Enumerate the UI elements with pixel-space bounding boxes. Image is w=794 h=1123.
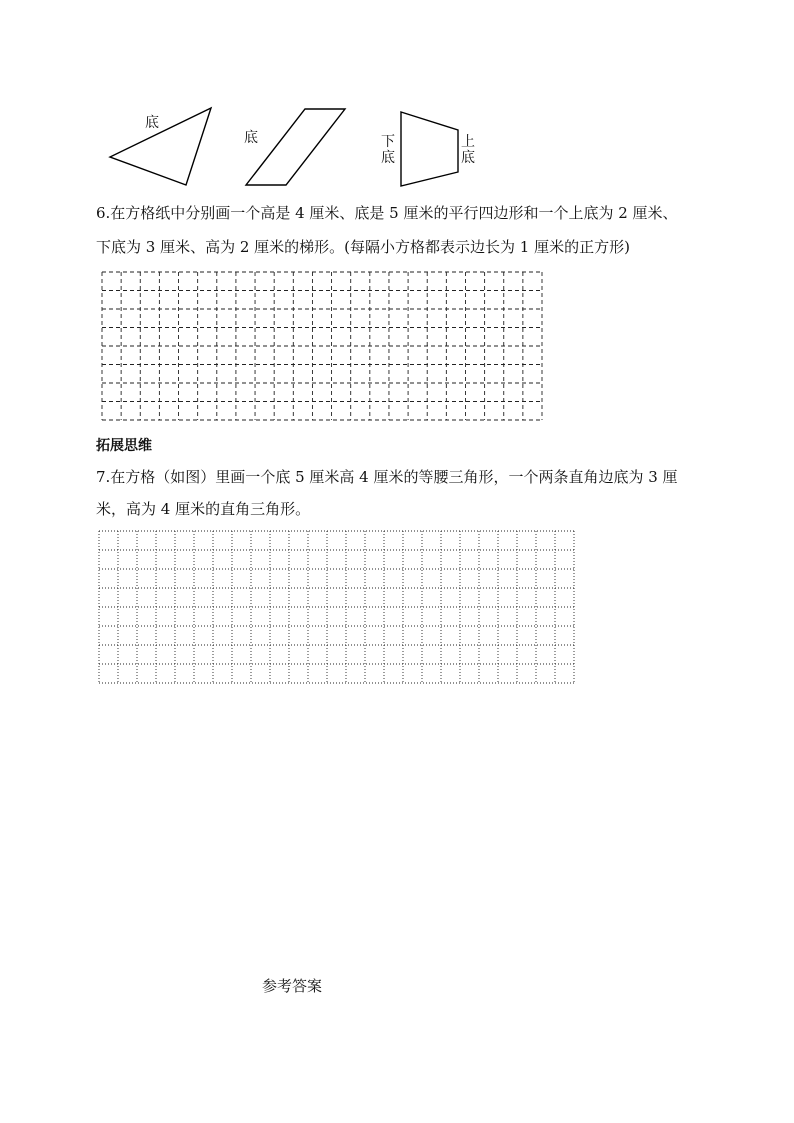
parallelogram-base-label: 底 <box>244 130 258 146</box>
parallelogram-figure <box>240 100 360 190</box>
question-7-line-2: 米，高为 4 厘米的直角三角形。 <box>96 500 311 518</box>
dotted-grid-paper <box>98 530 576 684</box>
triangle-base-label: 底 <box>145 115 159 131</box>
trapezoid-lower-base-label: 下 底 <box>381 134 395 166</box>
triangle-figure <box>100 100 220 190</box>
question-6-line-1: 6.在方格纸中分别画一个高是 4 厘米、底是 5 厘米的平行四边形和一个上底为 2 厘米、 <box>96 204 678 222</box>
answer-heading: 参考答案 <box>262 977 323 995</box>
trapezoid-upper-base-label: 上 底 <box>461 134 475 166</box>
question-6-line-2: 下底为 3 厘米、高为 2 厘米的梯形。(每隔小方格都表示边长为 1 厘米的正方形) <box>96 238 630 256</box>
dashed-grid-paper <box>100 270 546 422</box>
section-title: 拓展思维 <box>96 438 152 454</box>
question-7-line-1: 7.在方格（如图）里画一个底 5 厘米高 4 厘米的等腰三角形，一个两条直角边底为 3 厘 <box>96 468 678 486</box>
